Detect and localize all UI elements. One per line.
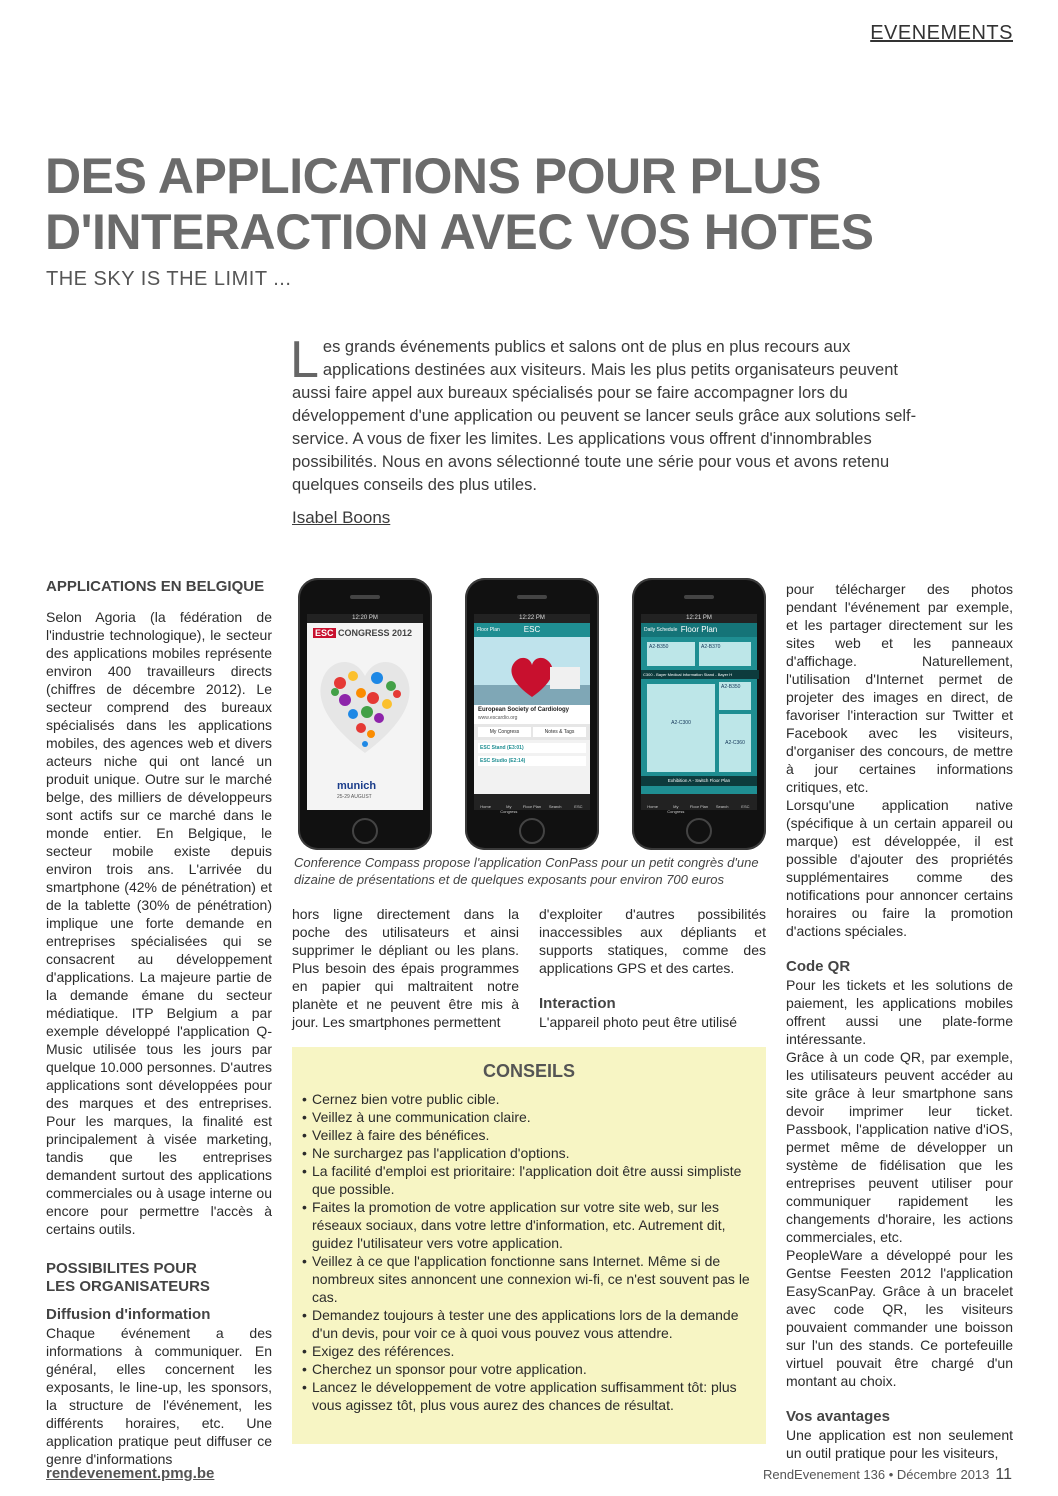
conseil-text: Cernez bien votre public cible. — [312, 1091, 500, 1107]
home-button-icon — [686, 818, 712, 844]
status-bar: 12:20 PM — [307, 614, 423, 623]
app-header — [474, 623, 590, 637]
org-name: European Society of Cardiology — [474, 705, 590, 715]
article-title — [45, 148, 945, 260]
phone-screen — [641, 614, 757, 814]
munich-label: munich — [337, 780, 377, 792]
column-2 — [292, 905, 519, 1031]
list-item — [302, 1162, 754, 1198]
nav-floor-plan[interactable]: Floor Plan — [689, 804, 709, 809]
bullet: • — [302, 1127, 307, 1143]
column-3 — [539, 905, 766, 1031]
conseil-text: Veillez à faire des bénéfices. — [312, 1127, 490, 1143]
lead-paragraph — [290, 331, 932, 497]
booth[interactable]: A2-B350 — [719, 682, 751, 710]
conseils-box — [292, 1047, 766, 1444]
floor-plan-switch[interactable]: Exhibition A - Switch Floor Plan — [641, 776, 757, 786]
phones-image — [298, 578, 768, 850]
tab-row — [474, 724, 590, 740]
booth[interactable]: A2-C360 — [719, 714, 751, 772]
nav-search[interactable]: Search — [548, 804, 562, 809]
title-line-1: DES APPLICATIONS POUR PLUS — [45, 148, 821, 204]
congress-dates: 25-29 AUGUST — [337, 794, 372, 800]
list-item — [302, 1252, 754, 1306]
conseils-list — [292, 1090, 766, 1414]
booth[interactable]: A2-B350 — [647, 642, 695, 666]
phone-speaker — [350, 595, 380, 599]
list-item — [302, 1108, 754, 1126]
footer-issue — [763, 1466, 1012, 1484]
list-item — [302, 1306, 754, 1342]
nav-home[interactable]: Home — [480, 804, 491, 809]
congress-banner — [313, 628, 412, 638]
bullet: • — [302, 1199, 307, 1215]
phone-floor-plan — [632, 578, 766, 850]
heading-avantages: Vos avantages — [786, 1408, 890, 1425]
phone-speaker — [684, 595, 714, 599]
conseil-text: Cherchez un sponsor pour votre application. — [312, 1361, 587, 1377]
tab-bar — [474, 794, 590, 814]
home-button-icon — [519, 818, 545, 844]
conseil-text: Demandez toujours à tester une des applications lors de la demande d'un devis, pour voir ce à quoi vous pouvez vous attendre. — [312, 1307, 739, 1341]
list-item[interactable]: ESC Studio (E2:14) — [478, 756, 586, 766]
bullet: • — [302, 1307, 307, 1323]
paragraph-belgique: Selon Agoria (la fédération de l'industrie technologique), le secteur des applications mobiles représente environ 400 travailleurs directs (chiffres de décembre 2012). Le secteur comprend des bureaux spécialisés dans les applications mobiles, des agences web et divers acteurs niche qui ont lancé un produit unique. Outre sur le marché belge, des milliers de développeurs sont actifs sur ce marché dans le monde entier. En Belgique, le secteur mobile existe depuis environ trois ans. L'arrivée du smartphone (42% de pénétration) et de la tablette (30% de pénétration) implique une forte demande en entreprises spécialisées qui se consacrent au développement d'applications. La majeure partie de la demande émane du secteur médiatique. ITP Belgium a par exemple développé l'application Q-Music utilisée tous les jours par quelque 10.000 personnes. D'autres applications sont développées pour des marques et des entreprises. Pour les marques, la finalité est principalement à visée marketing, tandis que les entreprises demandent surtout des applications commerciales ou à usage interne ou encore pour permettre l'accès à certains outils. — [46, 609, 272, 1237]
bullet: • — [302, 1145, 307, 1161]
conseil-text: Veillez à ce que l'application fonctionne sans Internet. Même si de nombreux sites annoncent une connexion wi-fi, ce n'est souvent pas le cas. — [312, 1253, 750, 1305]
back-button: Floor Plan — [477, 627, 500, 633]
heading-interaction: Interaction — [539, 995, 616, 1012]
pill-heart-graphic — [315, 648, 415, 758]
nav-search[interactable]: Search — [715, 804, 729, 809]
nav-home[interactable]: Home — [647, 804, 658, 809]
esc-badge: ESC — [315, 628, 334, 638]
list-item — [302, 1126, 754, 1144]
footer-website-link[interactable]: rendevenement.pmg.be — [46, 1465, 215, 1482]
list-item — [302, 1360, 754, 1378]
heading-possibilites — [46, 1260, 272, 1296]
paragraph-avantages: Une application est non seulement un outil pratique pour les visiteurs, — [786, 1427, 1013, 1461]
paragraph-peopleware: PeopleWare a développé pour les Gentse Feesten 2012 l'application EasyScanPay. Grâce à un bracelet avec code QR, les visiteurs pouvaient commander une boisson sur l'un des stands. Ce portefeuille virtuel pouvait être chargé d'un montant au choix. — [786, 1247, 1013, 1389]
conseil-text: Faites la promotion de votre application sur votre site web, sur les réseaux sociaux, dans votre lettre d'information, etc. Autrement dit, guidez l'utilisateur vers votre application. — [312, 1199, 726, 1251]
bullet: • — [302, 1109, 307, 1125]
paragraph-gps: d'exploiter d'autres possibilités inaccessibles aux dépliants et supports statiques, comme des applications GPS et des cartes. — [539, 906, 766, 976]
article-subtitle: THE SKY IS THE LIMIT ... — [46, 268, 292, 290]
tab-bar — [641, 794, 757, 814]
phone-esc — [465, 578, 599, 850]
bullet: • — [302, 1163, 307, 1179]
congress-text: CONGRESS 2012 — [338, 628, 413, 638]
list-item[interactable]: ESC Stand (E3:01) — [478, 743, 586, 753]
list-item — [302, 1198, 754, 1252]
image-caption: Conference Compass propose l'application ConPass pour un petit congrès d'une dizaine de présentations et de quelques exposants pour environ 700 euros — [294, 855, 759, 887]
list-item — [302, 1090, 754, 1108]
page-number: 11 — [995, 1466, 1012, 1483]
tab-my-congress[interactable]: My Congress — [478, 727, 531, 737]
list-item — [302, 1144, 754, 1162]
paragraph-interaction: L'appareil photo peut être utilisé — [539, 1014, 738, 1030]
heading-code-qr: Code QR — [786, 958, 851, 975]
bullet: • — [302, 1253, 307, 1269]
conseil-text: Lancez le développement de votre application suffisamment tôt: plus vous agissez tôt, plus vous aurez des chances de résultat. — [312, 1379, 737, 1413]
list-item — [302, 1378, 754, 1414]
heading-diffusion: Diffusion d'information — [46, 1306, 211, 1323]
section-tag: EVENEMENTS — [870, 22, 1013, 44]
phone-congress — [298, 578, 432, 850]
bullet: • — [302, 1361, 307, 1377]
status-bar: 12:22 PM — [474, 614, 590, 623]
conseil-text: Exigez des références. — [312, 1343, 455, 1359]
paragraph-native: Lorsqu'une application native (spécifique à un certain appareil ou marque) est développée, il est possible d'ajouter des propriétés supplémentaires comme des notifications pour annoncer certains horaires ou faire la promotion d'actions spéciales. — [786, 797, 1013, 939]
bullet: • — [302, 1379, 307, 1395]
back-button: Daily Schedule — [644, 627, 678, 633]
paragraph-qr: Grâce à un code QR, par exemple, les utilisateurs peuvent accéder au site grâce à leur smartphone sans devoir imprimer leur ticket. Passbook, l'application native d'iOS, permet même de développer un système de fidélisation que les entreprises peuvent utiliser pour communiquer rapidement les changements d'horaire, les actions commerciales, etc. — [786, 1049, 1013, 1245]
author-byline[interactable]: Isabel Boons — [292, 508, 391, 527]
nav-my-congress[interactable]: My Congress — [500, 804, 518, 814]
app-header — [641, 623, 757, 637]
list-item — [302, 1342, 754, 1360]
tab-notes-tags[interactable]: Notes & Tags — [533, 727, 586, 737]
booth[interactable]: A2-C300 — [647, 684, 715, 772]
lead-text: es grands événements publics et salons ont de plus en plus recours aux applications destinées aux visiteurs. Mais les plus petits organisateurs peuvent aussi faire appel aux bureaux spécialisés pour se faire accompagner lors du développement d'une application ou peuvent se lancer seuls grâce aux solutions self-service. A vous de fixer les limites. Les applications vous offrent d'innombrables possibilités. Nous en avons sélectionné toute une série pour vous et avons retenu quelques conseils des plus utiles. — [292, 338, 917, 494]
org-url: www.escardio.org — [474, 715, 590, 724]
phone-screen — [474, 614, 590, 814]
footer-issue-text: RendEvenement 136 • Décembre 2013 — [762, 1467, 990, 1482]
conseil-text: La facilité d'emploi est prioritaire: l'application doit être aussi simpliste que possible. — [312, 1163, 742, 1197]
header-title: Floor Plan — [680, 625, 718, 634]
column-4 — [786, 580, 1013, 1462]
heading-applications-belgique: APPLICATIONS EN BELGIQUE — [46, 578, 265, 595]
nav-floor-plan[interactable]: Floor Plan — [522, 804, 542, 809]
home-button-icon — [352, 818, 378, 844]
nav-esc[interactable]: ESC — [574, 804, 583, 809]
conseil-text: Ne surchargez pas l'application d'options. — [312, 1145, 570, 1161]
heart-sculpture-photo — [474, 637, 590, 705]
paragraph-diffusion: Chaque événement a des informations à communiquer. En général, elles concernent les exposants, le line-up, les sponsors, la structure de l'événement, les différents horaires, etc. Une application pratique peut diffuser ce genre d'informations — [46, 1325, 272, 1467]
bullet: • — [302, 1091, 307, 1107]
nav-esc[interactable]: ESC — [741, 804, 750, 809]
booth[interactable]: A2-B370 — [699, 642, 751, 666]
column-1 — [46, 578, 272, 1468]
paragraph-photos: pour télécharger des photos pendant l'événement par exemple, et les partager directement sur les sites web et les panneaux d'affichage. Naturellement, l'utilisation d'Internet permet de projeter des images en direct, de favoriser l'interaction sur Twitter et Facebook avec les visiteurs, d'organiser des concours, de mettre à jour certaines informations critiques, etc. — [786, 581, 1013, 795]
paragraph-tickets: Pour les tickets et les solutions de paiement, les applications mobiles offrent aussi une plate-forme intéressante. — [786, 977, 1013, 1047]
status-bar: 12:21 PM — [641, 614, 757, 623]
phone-screen — [307, 614, 423, 810]
header-title: ESC — [523, 625, 541, 634]
conseils-title: CONSEILS — [482, 1061, 575, 1081]
conseil-text: Veillez à une communication claire. — [312, 1109, 531, 1125]
drop-cap: L — [290, 331, 319, 389]
phone-speaker — [517, 595, 547, 599]
paragraph-offline: hors ligne directement dans la poche des utilisateurs et ainsi supprimer le dépliant ou les plans. Plus besoin des épais programmes en papier qui maltraitent notre planète et ne peuvent être mis à jour. Les smartphones permettent — [292, 906, 519, 1030]
title-line-2: D'INTERACTION AVEC VOS HOTES — [45, 204, 874, 260]
booth-banner: C300 - Bayer Medical Information Stand - Bayer H — [641, 670, 759, 679]
heading-possibilites-line2: LES ORGANISATEURS — [46, 1278, 210, 1295]
heading-possibilites-line1: POSSIBILITES POUR — [46, 1260, 197, 1277]
bullet: • — [302, 1343, 307, 1359]
nav-my-congress[interactable]: My Congress — [667, 804, 685, 814]
